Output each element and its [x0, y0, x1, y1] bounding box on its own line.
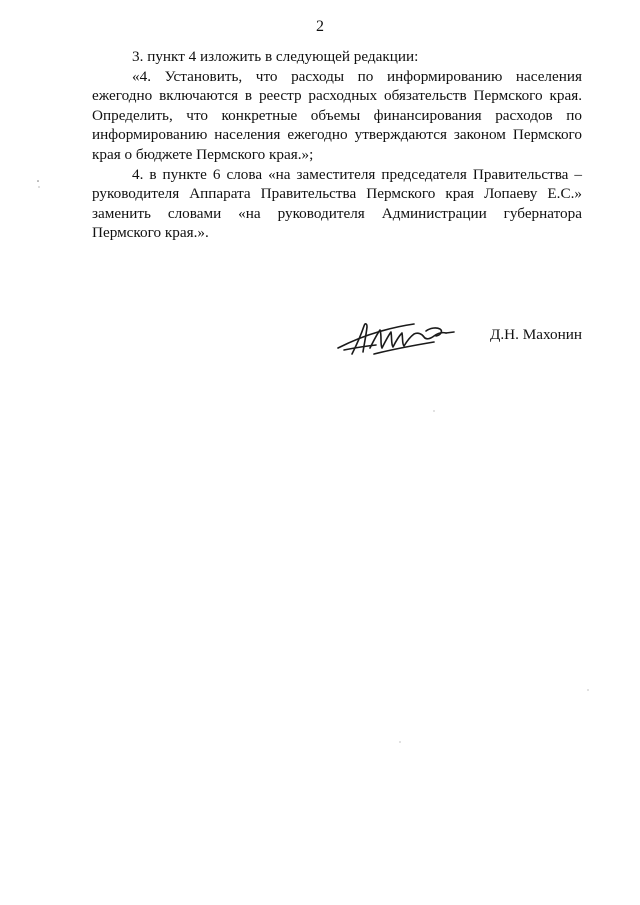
document-body	[92, 47, 582, 243]
page-number: 2	[316, 18, 324, 35]
paragraph-quoted-item-4: «4. Установить, что расходы по информированию населения ежегодно включаются в реестр расходных обязательств Пермского края. Определить, что конкретные объемы финансирования расходов по информированию населения ежегодно утверждаются законом Пермского края о бюджете Пермского края.»;	[92, 67, 582, 163]
scan-speck	[399, 741, 400, 742]
handwritten-signature-icon	[330, 312, 460, 362]
scan-speck	[37, 180, 39, 182]
signer-name: Д.Н. Махонин	[490, 326, 582, 343]
paragraph-item-3: 3. пункт 4 изложить в следующей редакции:	[132, 48, 419, 65]
paragraph-item-4: 4. в пункте 6 слова «на заместителя председателя Правительства – руководителя Аппарата Правительства Пермского края Лопаеву Е.С.» заменить словами «на руководителя Администрации губернатора Пермского края.».	[92, 165, 582, 242]
signature-block	[330, 312, 590, 372]
scan-speck	[433, 410, 434, 411]
scan-speck	[38, 186, 39, 187]
scan-speck	[587, 689, 588, 690]
